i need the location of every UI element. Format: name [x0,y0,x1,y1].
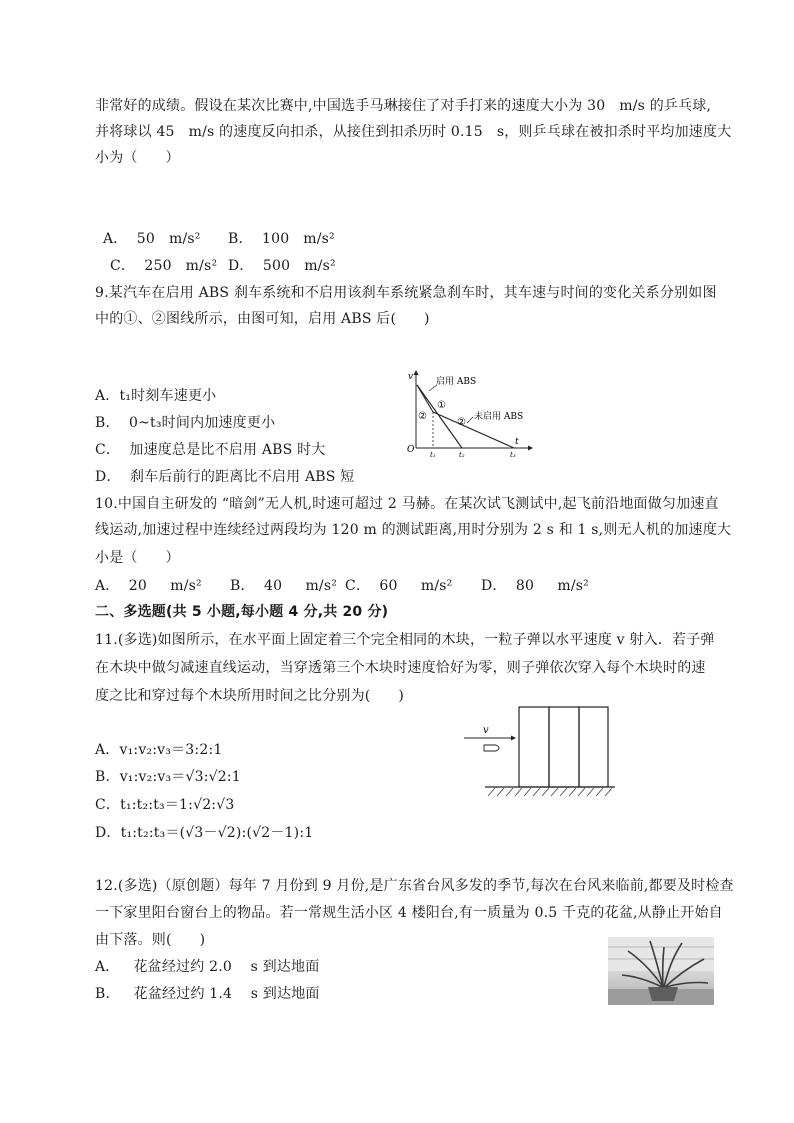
curve-1-marker: ① [437,400,446,411]
q9-velocity-time-graph [404,368,534,460]
curve-2-marker: ② [418,411,427,422]
t-axis-label: t [515,437,519,447]
q8-stem-line-3: 小为（ ） [95,150,180,166]
v-axis-arrow [414,370,419,375]
q9-option-d: D． 刹车后前行的距离比不启用 ABS 短 [95,469,355,485]
velocity-label: v [483,725,489,736]
q9-option-b: B． 0~t₃时间内加速度更小 [95,415,276,431]
q10-stem-line-2: 线运动,加速过程中连续经过两段均为 120 m 的测试距离,用时分别为 2 s 和 1 s,则无人机的加速度大 [95,522,732,538]
q12-option-b: B． 花盆经过约 1.4 s 到达地面 [95,986,320,1002]
q10-option-b: B． 40 m/s² [230,578,338,594]
wood-block-3 [579,707,608,787]
q11-option-a: A．v₁:v₂:v₃＝3:2:1 [95,742,223,758]
q11-option-b: B．v₁:v₂:v₃＝√3:√2:1 [95,769,241,785]
q12-stem-line-3: 由下落。则( ) [95,932,206,948]
q11-bullet-blocks-figure [458,700,618,802]
q12-stem-line-1: 12.(多选)（原创题）每年 7 月份到 9 月份,是广东省台风多发的季节,每次在台风来临前,都要及时检查 [95,878,734,894]
flower-pot-photo [608,937,714,1005]
abs-curve-label: 启用 ABS [436,377,477,387]
q10-option-a: A． 20 m/s² [95,578,202,594]
q9-option-c: C． 加速度总是比不启用 ABS 时大 [95,442,326,458]
potted-plant-icon [608,937,714,1005]
t3-tick-label: t₃ [510,451,516,459]
ground-hatching [488,788,612,796]
q9-stem-line-1: 9.某汽车在启用 ABS 刹车系统和不启用该刹车系统紧急刹车时，其车速与时间的变化关系分别如图 [95,285,717,301]
q8-option-c: C． 250 m/s² [110,258,218,274]
q11-option-c: C．t₁:t₂:t₃＝1:√2:√3 [95,797,235,813]
q8-stem-line-2: 并将球以 45 m/s 的速度反向扣杀，从接住到扣杀历时 0.15 s，则乒乓球在被扣杀时平均加速度大 [95,124,732,140]
q10-stem-line-1: 10.中国自主研发的 “暗剑”无人机,时速可超过 2 马赫。在某次试飞测试中,起飞前沿地面做匀加速直 [95,496,719,512]
t2-tick-label: t₂ [459,451,465,459]
q11-option-d: D．t₁:t₂:t₃＝(√3－√2):(√2－1):1 [95,825,314,841]
q8-option-b: B． 100 m/s² [228,231,335,247]
curve-2-marker-right: ② [457,417,466,428]
q11-stem-line-1: 11.(多选)如图所示，在水平面上固定着三个完全相同的木块，一粒子弹以水平速度 v 射入．若子弹 [95,632,715,648]
q11-stem-line-2: 在木块中做匀减速直线运动，当穿透第三个木块时速度恰好为零，则子弹依次穿入每个木块时的速 [95,660,706,676]
t1-tick-label: t₁ [430,451,436,459]
no-abs-label-pointer [467,417,473,423]
q9-option-a: A．t₁时刻车速更小 [95,388,217,404]
q9-stem-line-2: 中的①、②图线所示，由图可知，启用 ABS 后( ) [95,311,430,327]
bullet-icon [484,745,499,751]
q12-stem-line-2: 一下家里阳台窗台上的物品。若一常规生活小区 4 楼阳台,有一质量为 0.5 千克的花盆,从静止开始自 [95,905,723,921]
velocity-arrowhead [511,736,516,741]
q11-stem-line-3: 度之比和穿过每个木块所用时间之比分别为( ) [95,688,405,704]
q8-option-d: D． 500 m/s² [228,258,336,274]
q12-option-a: A． 花盆经过约 2.0 s 到达地面 [95,959,320,975]
q10-option-d: D． 80 m/s² [481,578,589,594]
wood-block-1 [519,707,549,787]
q8-stem-line-1: 非常好的成绩。假设在某次比赛中,中国选手马琳接住了对手打来的速度大小为 30 m/s 的乒乓球, [95,98,712,114]
t-axis-arrow [528,446,533,451]
q8-option-a: A． 50 m/s² [103,231,201,247]
v-axis-label: v [408,372,414,382]
q10-option-c: C． 60 m/s² [345,578,453,594]
section-heading-multiple-choice: 二、多选题(共 5 小题,每小题 4 分,共 20 分) [95,604,389,620]
q10-stem-line-3: 小是（ ） [95,550,180,566]
wood-block-2 [549,707,579,787]
origin-label: O [407,445,415,455]
no-abs-curve-label: 未启用 ABS [474,412,524,422]
curve-no-abs-steep [417,385,433,412]
